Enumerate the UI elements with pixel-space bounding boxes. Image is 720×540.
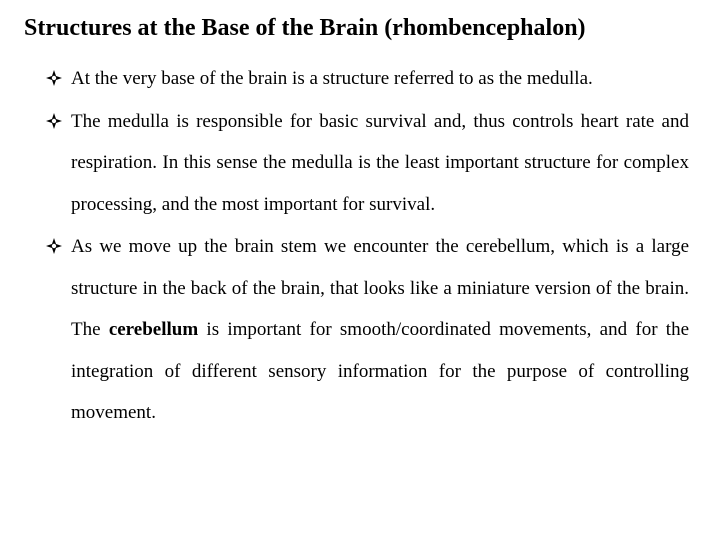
- bullet-list: [46, 58, 689, 435]
- diamond-bullet-icon: [46, 113, 62, 129]
- bullet-text: The medulla is responsible for basic survival and, thus controls heart rate and respiration. In this sense the medulla is the least important structure for complex processing, and the most important for survival.: [71, 110, 689, 215]
- bullet-item-cerebellum: [46, 226, 689, 434]
- diamond-bullet-icon: [46, 70, 62, 86]
- diamond-bullet-icon: [46, 238, 62, 254]
- bold-term-cerebellum: cerebellum: [108, 319, 199, 340]
- bullet-text-after: is important for smooth/coordinated movements, and for the integration of different sensory information for the purpose of controlling movement.: [71, 319, 690, 423]
- bullet-item-medulla-function: [46, 101, 689, 226]
- bullet-text: At the very base of the brain is a structure referred to as the medulla.: [71, 68, 593, 89]
- bullet-text-before: As we move up the brain stem we encounter the cerebellum, which is a large structure in the back of the brain, that looks like a miniature version of the brain. The: [71, 236, 689, 340]
- bullet-item-medulla-location: [46, 58, 689, 100]
- slide-title: Structures at the Base of the Brain (rhombencephalon): [24, 15, 586, 41]
